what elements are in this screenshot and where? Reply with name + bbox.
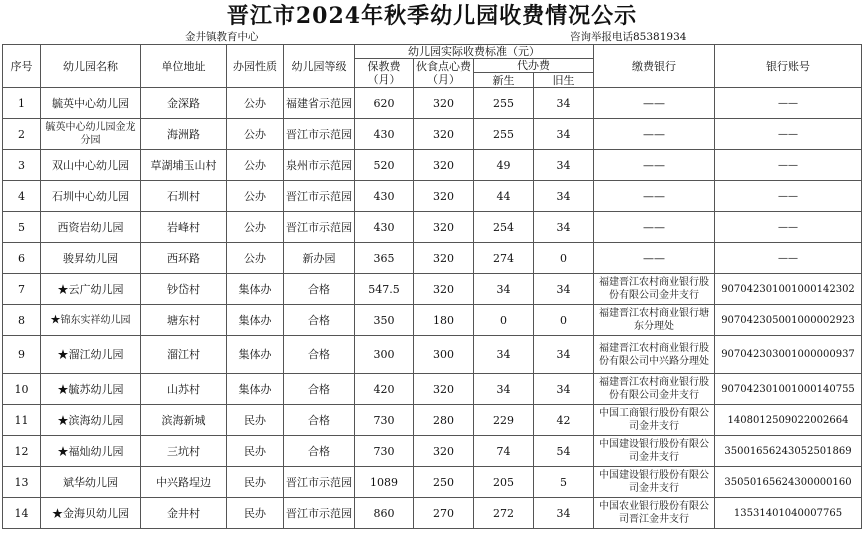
- school-nature: 民办: [227, 467, 284, 498]
- proxy-fee-old: 34: [534, 181, 594, 212]
- kindergarten-grade: 晋江市示范园: [284, 181, 355, 212]
- proxy-fee-new: 272: [474, 498, 534, 529]
- school-nature: 公办: [227, 212, 284, 243]
- care-fee: 430: [355, 119, 414, 150]
- header-proxy-fee: 代办费: [474, 59, 594, 73]
- row-number: 4: [3, 181, 41, 212]
- table-row: [3, 467, 862, 498]
- proxy-fee-old: 54: [534, 436, 594, 467]
- table-row: [3, 405, 862, 436]
- header-grade: 幼儿园等级: [284, 45, 355, 88]
- kindergarten-grade: 晋江市示范园: [284, 467, 355, 498]
- row-number: 2: [3, 119, 41, 150]
- proxy-fee-new: 255: [474, 88, 534, 119]
- proxy-fee-old: 5: [534, 467, 594, 498]
- kindergarten-name: ★滨海幼儿园: [41, 405, 141, 436]
- meal-fee: 250: [414, 467, 474, 498]
- kindergarten-name: 双山中心幼儿园: [41, 150, 141, 181]
- fee-table: [2, 44, 862, 529]
- care-fee: 730: [355, 405, 414, 436]
- kindergarten-grade: 晋江市示范园: [284, 212, 355, 243]
- unit-address: 石圳村: [141, 181, 227, 212]
- meal-fee: 270: [414, 498, 474, 529]
- header-fees-group: 幼儿园实际收费标准（元）: [355, 45, 594, 59]
- row-number: 12: [3, 436, 41, 467]
- proxy-fee-new: 74: [474, 436, 534, 467]
- header-new-student: 新生: [474, 73, 534, 88]
- bank-account: 35001656243052501869: [715, 436, 862, 467]
- kindergarten-grade: 合格: [284, 274, 355, 305]
- proxy-fee-new: 254: [474, 212, 534, 243]
- payment-bank: 福建晋江农村商业银行股份有限公司金井支行: [594, 374, 715, 405]
- bank-account: ——: [715, 181, 862, 212]
- kindergarten-name: 毓英中心幼儿园金龙分园: [41, 119, 141, 150]
- meal-fee: 280: [414, 405, 474, 436]
- school-nature: 民办: [227, 405, 284, 436]
- table-row: [3, 181, 862, 212]
- care-fee: 620: [355, 88, 414, 119]
- kindergarten-grade: 泉州市示范园: [284, 150, 355, 181]
- unit-address: 三坑村: [141, 436, 227, 467]
- unit-address: 塘东村: [141, 305, 227, 336]
- proxy-fee-new: 255: [474, 119, 534, 150]
- header-name: 幼儿园名称: [41, 45, 141, 88]
- proxy-fee-new: 44: [474, 181, 534, 212]
- row-number: 6: [3, 243, 41, 274]
- care-fee: 860: [355, 498, 414, 529]
- kindergarten-name: 毓英中心幼儿园: [41, 88, 141, 119]
- proxy-fee-new: 34: [474, 274, 534, 305]
- proxy-fee-old: 34: [534, 119, 594, 150]
- kindergarten-grade: 合格: [284, 374, 355, 405]
- bank-account: 907042303001000000937: [715, 336, 862, 374]
- bank-account: 35050165624300000160: [715, 467, 862, 498]
- care-fee: 420: [355, 374, 414, 405]
- payment-bank: ——: [594, 243, 715, 274]
- unit-address: 草湖埔玉山村: [141, 150, 227, 181]
- table-row: [3, 274, 862, 305]
- proxy-fee-new: 0: [474, 305, 534, 336]
- row-number: 3: [3, 150, 41, 181]
- unit-address: 溜江村: [141, 336, 227, 374]
- meal-fee: 320: [414, 212, 474, 243]
- proxy-fee-old: 34: [534, 150, 594, 181]
- school-nature: 集体办: [227, 336, 284, 374]
- table-row: [3, 212, 862, 243]
- unit-address: 海洲路: [141, 119, 227, 150]
- bank-account: ——: [715, 119, 862, 150]
- kindergarten-name: ★金海贝幼儿园: [41, 498, 141, 529]
- bank-account: ——: [715, 88, 862, 119]
- kindergarten-grade: 合格: [284, 436, 355, 467]
- unit-address: 钞岱村: [141, 274, 227, 305]
- header-meal-fee: 伙食点心费（月）: [414, 59, 474, 88]
- proxy-fee-old: 34: [534, 336, 594, 374]
- table-row: [3, 119, 862, 150]
- unit-address: 西环路: [141, 243, 227, 274]
- meal-fee: 320: [414, 274, 474, 305]
- row-number: 8: [3, 305, 41, 336]
- school-nature: 公办: [227, 150, 284, 181]
- care-fee: 300: [355, 336, 414, 374]
- payment-bank: ——: [594, 150, 715, 181]
- proxy-fee-old: 42: [534, 405, 594, 436]
- school-nature: 集体办: [227, 274, 284, 305]
- meal-fee: 320: [414, 119, 474, 150]
- row-number: 7: [3, 274, 41, 305]
- table-header: [3, 45, 862, 88]
- school-nature: 民办: [227, 498, 284, 529]
- kindergarten-name: ★福灿幼儿园: [41, 436, 141, 467]
- school-nature: 民办: [227, 436, 284, 467]
- school-nature: 公办: [227, 243, 284, 274]
- unit-address: 山苏村: [141, 374, 227, 405]
- proxy-fee-new: 49: [474, 150, 534, 181]
- kindergarten-grade: 晋江市示范园: [284, 119, 355, 150]
- proxy-fee-new: 274: [474, 243, 534, 274]
- payment-bank: ——: [594, 212, 715, 243]
- proxy-fee-new: 205: [474, 467, 534, 498]
- row-number: 10: [3, 374, 41, 405]
- unit-address: 金深路: [141, 88, 227, 119]
- header-bank: 缴费银行: [594, 45, 715, 88]
- table-row: [3, 88, 862, 119]
- bank-account: ——: [715, 150, 862, 181]
- care-fee: 520: [355, 150, 414, 181]
- kindergarten-name: 西资岩幼儿园: [41, 212, 141, 243]
- meal-fee: 320: [414, 150, 474, 181]
- meal-fee: 320: [414, 243, 474, 274]
- header-care-fee: 保教费（月）: [355, 59, 414, 88]
- meal-fee: 180: [414, 305, 474, 336]
- payment-bank: 福建晋江农村商业银行塘东分理处: [594, 305, 715, 336]
- table-row: [3, 305, 862, 336]
- kindergarten-name: 石圳中心幼儿园: [41, 181, 141, 212]
- payment-bank: 福建晋江农村商业银行股份有限公司中兴路分理处: [594, 336, 715, 374]
- proxy-fee-old: 0: [534, 305, 594, 336]
- kindergarten-name: 骏昇幼儿园: [41, 243, 141, 274]
- proxy-fee-old: 34: [534, 88, 594, 119]
- meal-fee: 320: [414, 436, 474, 467]
- proxy-fee-new: 34: [474, 374, 534, 405]
- row-number: 11: [3, 405, 41, 436]
- row-number: 5: [3, 212, 41, 243]
- table-row: [3, 436, 862, 467]
- kindergarten-grade: 福建省示范园: [284, 88, 355, 119]
- bank-account: ——: [715, 243, 862, 274]
- kindergarten-grade: 晋江市示范园: [284, 498, 355, 529]
- kindergarten-grade: 合格: [284, 405, 355, 436]
- payment-bank: 中国建设银行股份有限公司金井支行: [594, 467, 715, 498]
- proxy-fee-old: 0: [534, 243, 594, 274]
- table-row: [3, 243, 862, 274]
- hotline-text: 咨询举报电话85381934: [570, 31, 687, 43]
- table-body: [3, 88, 862, 529]
- proxy-fee-old: 34: [534, 374, 594, 405]
- bank-account: 907042301001000140755: [715, 374, 862, 405]
- care-fee: 365: [355, 243, 414, 274]
- row-number: 13: [3, 467, 41, 498]
- bank-account: ——: [715, 212, 862, 243]
- payment-bank: ——: [594, 88, 715, 119]
- bank-account: 13531401040007765: [715, 498, 862, 529]
- header-nature: 办园性质: [227, 45, 284, 88]
- care-fee: 430: [355, 181, 414, 212]
- header-no: 序号: [3, 45, 41, 88]
- kindergarten-name: ★云广幼儿园: [41, 274, 141, 305]
- payment-bank: 福建晋江农村商业银行股份有限公司金井支行: [594, 274, 715, 305]
- payment-bank: 中国工商银行股份有限公司金井支行: [594, 405, 715, 436]
- kindergarten-grade: 新办园: [284, 243, 355, 274]
- row-number: 9: [3, 336, 41, 374]
- header-account: 银行账号: [715, 45, 862, 88]
- table-row: [3, 150, 862, 181]
- payment-bank: 中国建设银行股份有限公司金井支行: [594, 436, 715, 467]
- kindergarten-name: ★锦东实祥幼儿园: [41, 305, 141, 336]
- proxy-fee-old: 34: [534, 274, 594, 305]
- meal-fee: 320: [414, 88, 474, 119]
- proxy-fee-old: 34: [534, 498, 594, 529]
- care-fee: 350: [355, 305, 414, 336]
- table-row: [3, 336, 862, 374]
- meal-fee: 300: [414, 336, 474, 374]
- kindergarten-name: ★溜江幼儿园: [41, 336, 141, 374]
- unit-address: 金井村: [141, 498, 227, 529]
- kindergarten-grade: 合格: [284, 336, 355, 374]
- kindergarten-name: ★毓苏幼儿园: [41, 374, 141, 405]
- unit-address: 岩峰村: [141, 212, 227, 243]
- school-nature: 集体办: [227, 305, 284, 336]
- unit-address: 中兴路埕边: [141, 467, 227, 498]
- care-fee: 547.5: [355, 274, 414, 305]
- meal-fee: 320: [414, 181, 474, 212]
- table-row: [3, 374, 862, 405]
- row-number: 1: [3, 88, 41, 119]
- school-nature: 公办: [227, 88, 284, 119]
- proxy-fee-new: 34: [474, 336, 534, 374]
- bank-account: 907042305001000002923: [715, 305, 862, 336]
- kindergarten-name: 斌华幼儿园: [41, 467, 141, 498]
- bank-account: 1408012509022002664: [715, 405, 862, 436]
- payment-bank: ——: [594, 119, 715, 150]
- header-old-student: 旧生: [534, 73, 594, 88]
- row-number: 14: [3, 498, 41, 529]
- issuing-org: 金井镇教育中心: [185, 31, 259, 43]
- payment-bank: 中国农业银行股份有限公司晋江金井支行: [594, 498, 715, 529]
- school-nature: 公办: [227, 119, 284, 150]
- page-title: 晋江市2024年秋季幼儿园收费情况公示: [226, 3, 638, 29]
- care-fee: 1089: [355, 467, 414, 498]
- school-nature: 集体办: [227, 374, 284, 405]
- header-address: 单位地址: [141, 45, 227, 88]
- payment-bank: ——: [594, 181, 715, 212]
- bank-account: 907042301001000142302: [715, 274, 862, 305]
- school-nature: 公办: [227, 181, 284, 212]
- proxy-fee-new: 229: [474, 405, 534, 436]
- care-fee: 430: [355, 212, 414, 243]
- meal-fee: 320: [414, 374, 474, 405]
- kindergarten-grade: 合格: [284, 305, 355, 336]
- unit-address: 滨海新城: [141, 405, 227, 436]
- care-fee: 730: [355, 436, 414, 467]
- proxy-fee-old: 34: [534, 212, 594, 243]
- table-row: [3, 498, 862, 529]
